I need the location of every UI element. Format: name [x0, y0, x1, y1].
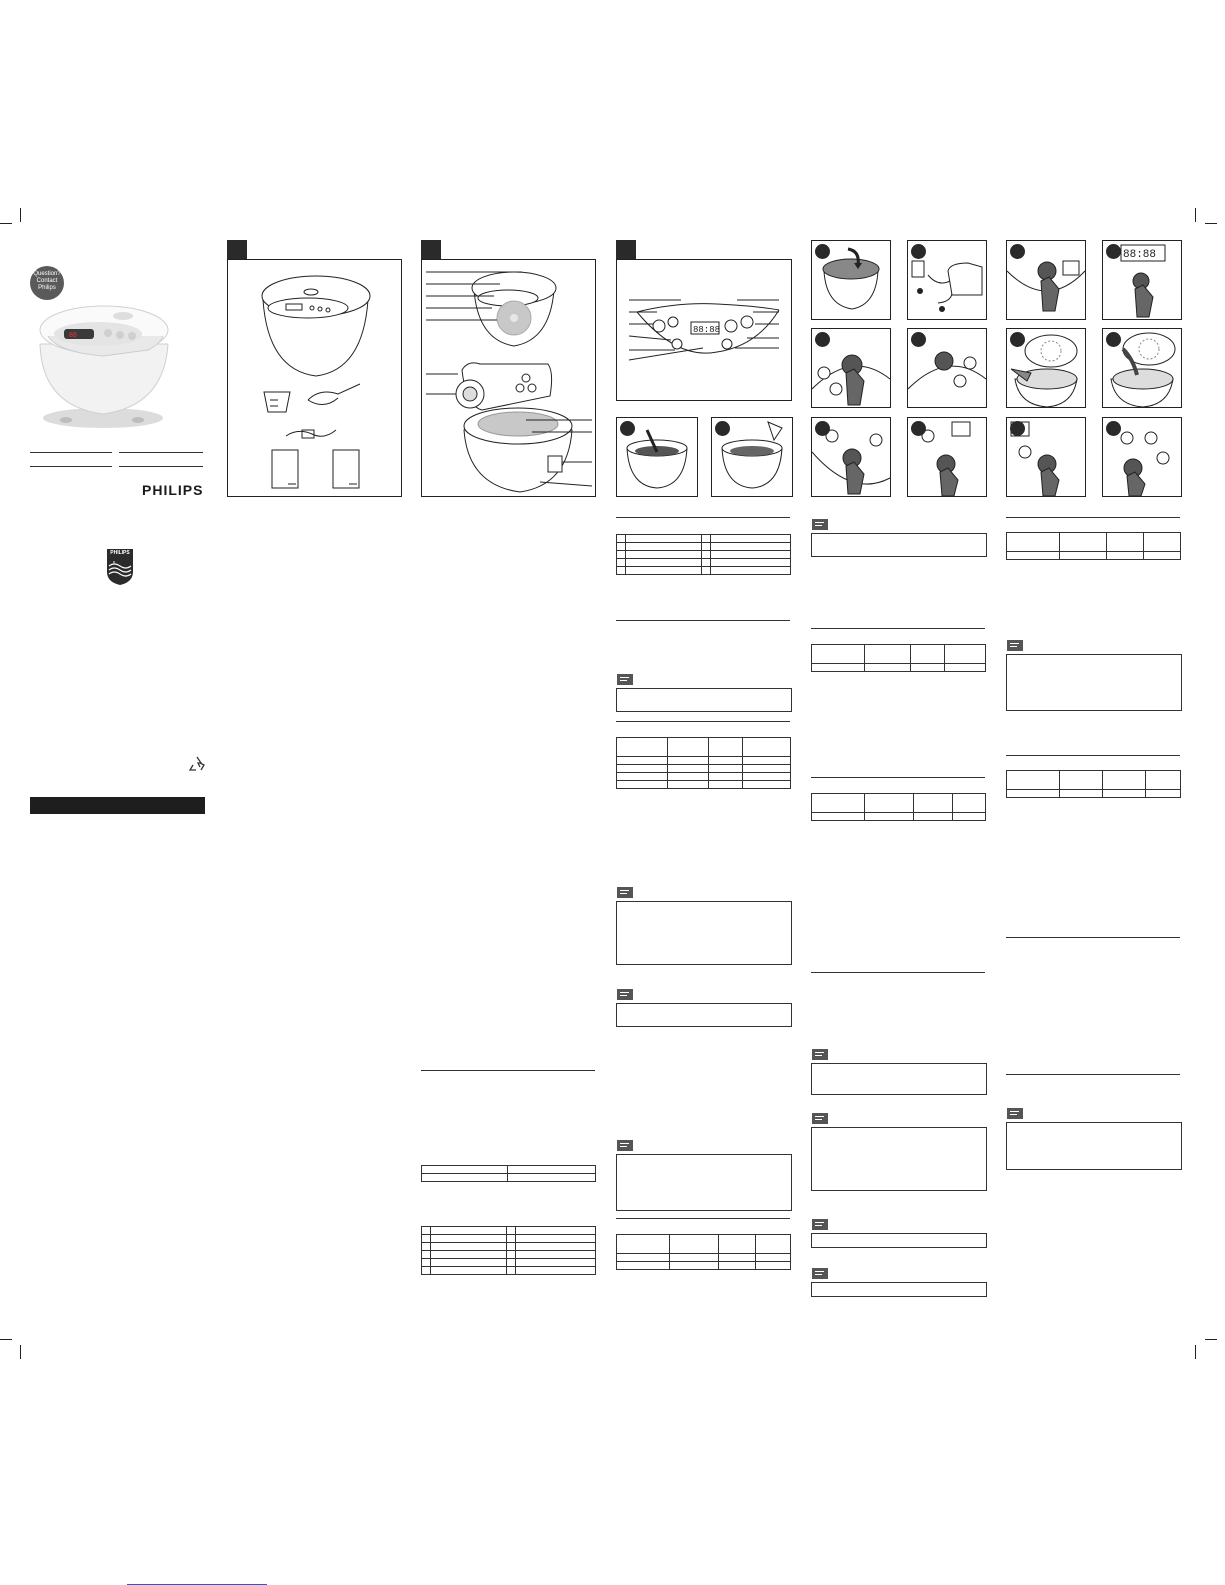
note-icon	[617, 989, 633, 1000]
note-icon	[617, 887, 633, 898]
step-number-badge	[1106, 332, 1121, 347]
cooking-table	[616, 1234, 791, 1270]
section-rule	[1006, 1074, 1180, 1075]
crop-mark	[20, 208, 21, 222]
svg-text:88: 88	[69, 332, 77, 339]
step-number-badge	[1010, 421, 1025, 436]
step-figure	[907, 328, 987, 408]
step-number-badge	[911, 421, 926, 436]
step-figure	[1102, 328, 1182, 408]
note-box	[616, 901, 792, 965]
crop-mark	[0, 223, 12, 224]
step-figure	[907, 240, 987, 320]
figure-tab-c	[616, 240, 636, 260]
note-icon	[812, 1268, 828, 1279]
note-box	[811, 1127, 987, 1191]
shield-wordmark: PHILIPS	[110, 550, 130, 556]
recycle-icon	[188, 755, 206, 773]
rice-cooker-product-photo	[28, 286, 178, 436]
parts-table	[616, 534, 791, 575]
brand-wordmark: PHILIPS	[142, 482, 204, 498]
section-rule	[421, 1070, 595, 1071]
step-figure	[811, 417, 891, 497]
step-figure	[1102, 240, 1182, 320]
note-box	[616, 688, 792, 712]
section-rule	[616, 620, 790, 621]
step-number-badge	[815, 244, 830, 259]
cover-black-bar	[30, 797, 205, 814]
note-box	[616, 1003, 792, 1027]
cooking-table	[1006, 532, 1181, 560]
step-figure	[1006, 240, 1086, 320]
note-icon	[1007, 1108, 1023, 1119]
step-number-badge	[1106, 244, 1121, 259]
cooker-lineart	[228, 260, 401, 496]
figure-tab-a	[227, 240, 247, 260]
note-box	[811, 1063, 987, 1095]
section-rule	[1006, 517, 1180, 518]
note-icon	[812, 1113, 828, 1124]
step-number-badge	[815, 421, 830, 436]
step-number-badge	[911, 332, 926, 347]
note-box	[1006, 654, 1182, 711]
note-icon	[617, 1140, 633, 1151]
crop-mark	[0, 1339, 12, 1340]
section-rule	[616, 1218, 790, 1219]
box-contents-figure	[227, 259, 402, 497]
spec-table	[421, 1165, 596, 1182]
note-box	[616, 1154, 792, 1211]
crop-mark	[20, 1345, 21, 1359]
step-figure	[907, 417, 987, 497]
note-icon	[812, 1049, 828, 1060]
overview-lineart	[422, 260, 595, 496]
section-rule	[811, 628, 985, 629]
cooking-table	[1006, 770, 1181, 798]
cooking-table	[811, 793, 986, 821]
step-number-badge	[715, 421, 730, 436]
step-figure	[1102, 417, 1182, 497]
step-figure	[1006, 417, 1086, 497]
product-overview-figure	[421, 259, 596, 497]
figure-tab-b	[421, 240, 441, 260]
contact-badge-line: Contact	[36, 278, 58, 284]
section-rule	[616, 721, 790, 722]
note-icon	[617, 674, 633, 685]
note-box	[1006, 1122, 1182, 1170]
parts-table	[421, 1226, 596, 1275]
step-figure	[811, 328, 891, 408]
step-display-digits: 88:88	[1123, 249, 1157, 261]
note-box	[811, 1233, 987, 1248]
section-rule	[811, 972, 985, 973]
crop-mark	[1205, 1339, 1217, 1340]
step-number-badge	[911, 244, 926, 259]
step-number-badge	[815, 332, 830, 347]
step-number-badge	[620, 421, 635, 436]
step-number-badge	[1106, 421, 1121, 436]
section-rule	[616, 517, 790, 518]
step-number-badge	[1010, 244, 1025, 259]
section-rule	[1006, 755, 1180, 756]
crop-mark	[1195, 1345, 1196, 1359]
contact-badge-line: Question?	[33, 271, 61, 277]
step-figure	[1006, 328, 1086, 408]
add-water-figure	[711, 417, 793, 497]
note-icon	[812, 1219, 828, 1230]
step-number-badge	[1010, 332, 1025, 347]
note-icon	[812, 519, 828, 530]
wash-rice-figure	[616, 417, 698, 497]
panel-display-digits: 88:88	[693, 325, 721, 335]
crop-mark	[1195, 208, 1196, 222]
note-box	[811, 533, 987, 557]
section-rule	[1006, 937, 1180, 938]
cover-rule	[119, 452, 203, 453]
cover-rule	[30, 466, 112, 467]
contact-badge-line: Philips	[38, 285, 56, 291]
section-rule	[811, 777, 985, 778]
cover-rule	[30, 452, 112, 453]
cover-rule	[119, 466, 203, 467]
cooking-table	[811, 644, 986, 672]
control-panel-figure	[616, 259, 792, 401]
step-figure	[811, 240, 891, 320]
cooking-table	[616, 737, 791, 789]
control-panel-lineart	[617, 260, 791, 400]
crop-mark	[1205, 223, 1217, 224]
note-icon	[1007, 640, 1023, 651]
note-box	[811, 1282, 987, 1297]
